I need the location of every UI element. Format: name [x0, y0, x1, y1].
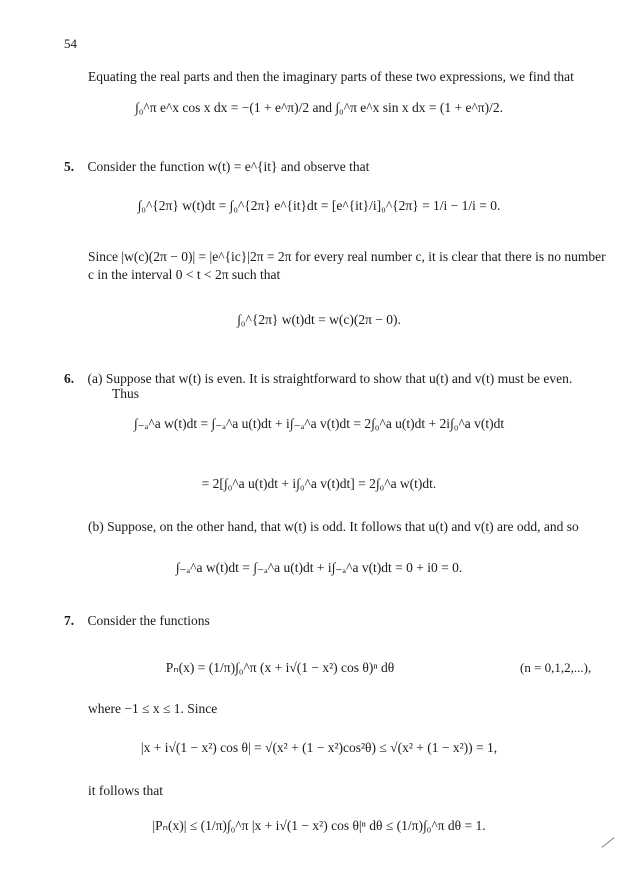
- stray-pen-mark: [601, 837, 614, 848]
- exercise-6a: [64, 370, 572, 387]
- equation-4: ∫₋ₐ^a w(t)dt = ∫₋ₐ^a u(t)dt + i∫₋ₐ^a v(t)dt = 2∫₀^a u(t)dt + 2i∫₀^a v(t)dt: [133, 416, 505, 431]
- exercise-5: [64, 158, 369, 175]
- equation-6: ∫₋ₐ^a w(t)dt = ∫₋ₐ^a u(t)dt + i∫₋ₐ^a v(t)dt = 0 + i0 = 0.: [175, 560, 463, 575]
- equation-7-range: (n = 0,1,2,...),: [520, 660, 592, 675]
- equation-2: ∫₀^{2π} w(t)dt = ∫₀^{2π} e^{it}dt = [e^{it}/i]₀^{2π} = 1/i − 1/i = 0.: [137, 198, 501, 213]
- exercise-5-text: Consider the function w(t) = e^{it} and observe that: [87, 159, 370, 174]
- exercise-7-where: where −1 ≤ x ≤ 1. Since: [88, 701, 218, 716]
- exercise-5-since-line-1: Since |w(c)(2π − 0)| = |e^{ic}|2π = 2π for every real number c, it is clear that there is no number: [88, 249, 606, 264]
- exercise-5-number: 5.: [64, 159, 75, 174]
- exercise-7-follows: it follows that: [88, 783, 163, 798]
- exercise-5-since-line-2: c in the interval 0 < t < 2π such that: [88, 267, 281, 282]
- equation-9: |Pₙ(x)| ≤ (1/π)∫₀^π |x + i√(1 − x²) cos θ|ⁿ dθ ≤ (1/π)∫₀^π dθ = 1.: [152, 818, 486, 833]
- exercise-7-text: Consider the functions: [87, 613, 210, 628]
- equation-5: = 2[∫₀^a u(t)dt + i∫₀^a v(t)dt] = 2∫₀^a w(t)dt.: [201, 476, 437, 491]
- exercise-6b-text: (b) Suppose, on the other hand, that w(t) is odd. It follows that u(t) and v(t) are odd, and so: [88, 519, 579, 534]
- exercise-6a-thus: Thus: [112, 386, 139, 401]
- equation-3: ∫₀^{2π} w(t)dt = w(c)(2π − 0).: [237, 312, 401, 327]
- equation-8: |x + i√(1 − x²) cos θ| = √(x² + (1 − x²)cos²θ) ≤ √(x² + (1 − x²)) = 1,: [140, 740, 498, 755]
- exercise-6a-text: (a) Suppose that w(t) is even. It is straightforward to show that u(t) and v(t) must be even.: [87, 371, 573, 386]
- intro-text: Equating the real parts and then the imaginary parts of these two expressions, we find that: [88, 69, 574, 84]
- exercise-7-number: 7.: [64, 613, 75, 628]
- page-number: 54: [64, 36, 77, 51]
- equation-7: Pₙ(x) = (1/π)∫₀^π (x + i√(1 − x²) cos θ)ⁿ dθ: [165, 660, 395, 675]
- exercise-6-number: 6.: [64, 371, 75, 386]
- equation-1: ∫₀^π e^x cos x dx = −(1 + e^π)/2 and ∫₀^π e^x sin x dx = (1 + e^π)/2.: [135, 100, 503, 115]
- exercise-7: [64, 612, 210, 629]
